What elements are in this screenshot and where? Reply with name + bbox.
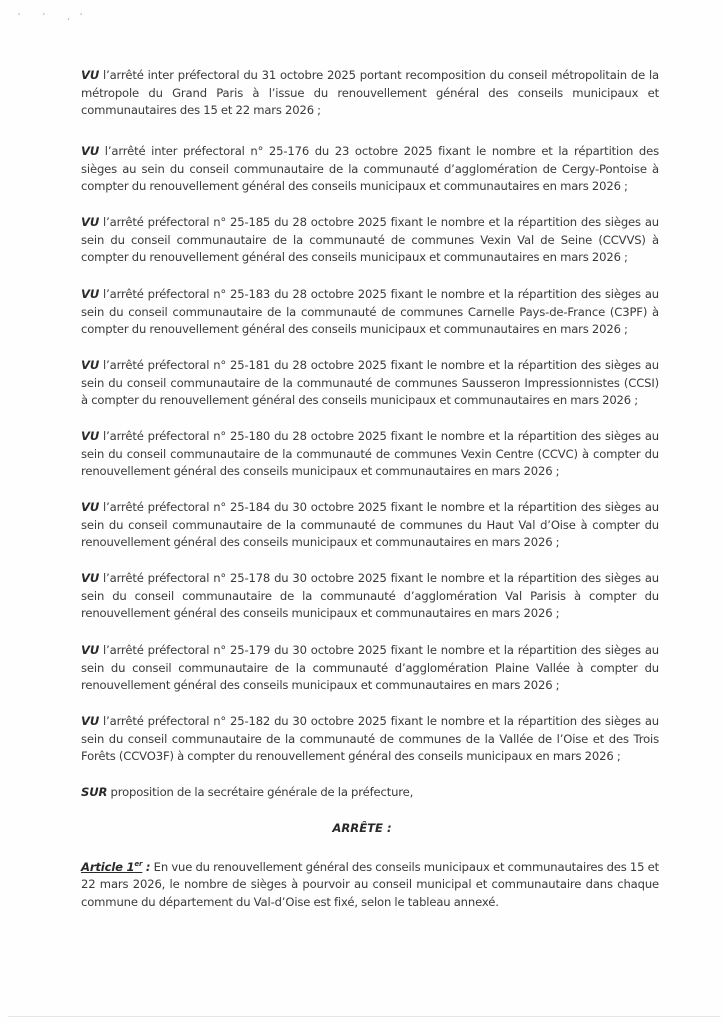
decree-heading: ARRÊTE : bbox=[332, 821, 392, 835]
visa-paragraph bbox=[81, 143, 659, 196]
visa-keyword: VU bbox=[81, 215, 100, 229]
visa-paragraph bbox=[81, 214, 659, 267]
visa-text: l’arrêté préfectoral n° 25-180 du 28 octobre 2025 fixant le nombre et la répartition des sièges au sein du conseil communautaire de la communauté de communes Vexin Centre (CCVC) à compter du renouvellement général des conseils municipaux et communautaires en mars 2026 ; bbox=[81, 429, 659, 479]
visa-keyword: VU bbox=[81, 358, 100, 372]
proposal-keyword: SUR bbox=[81, 785, 108, 799]
article-1-label bbox=[81, 860, 142, 874]
visa-paragraph bbox=[81, 286, 659, 339]
visa-text: l’arrêté préfectoral n° 25-179 du 30 octobre 2025 fixant le nombre et la répartition des sièges au sein du conseil communautaire de la communauté d’agglomération Plaine Vallée à compter du renouvellement général des conseils municipaux et communautaires en mars 2026 ; bbox=[81, 643, 659, 693]
page-bottom-edge bbox=[8, 1016, 720, 1017]
visa-paragraph bbox=[81, 570, 659, 623]
scan-artifact: ' ' ,' bbox=[18, 12, 93, 21]
visa-keyword: VU bbox=[81, 287, 100, 301]
visa-keyword: VU bbox=[81, 68, 100, 82]
proposal-paragraph bbox=[81, 784, 659, 802]
visa-keyword: VU bbox=[81, 429, 100, 443]
visa-keyword: VU bbox=[81, 571, 100, 585]
visa-text: l’arrêté préfectoral n° 25-184 du 30 octobre 2025 fixant le nombre et la répartition des sièges au sein du conseil communautaire de la communauté de communes du Haut Val d’Oise à compter du renouvellement général des conseils municipaux et communautaires en mars 2026 ; bbox=[81, 500, 659, 550]
visa-text: l’arrêté préfectoral n° 25-181 du 28 octobre 2025 fixant le nombre et la répartition des sièges au sein du conseil communautaire de la communauté de communes Sausseron Impressionnistes (CCSI) à compter du renouvellement général des conseils municipaux et communautaires en mars 2026 ; bbox=[81, 358, 659, 408]
visa-keyword: VU bbox=[81, 500, 100, 514]
article-label-text: Article 1 bbox=[81, 859, 135, 874]
visa-text: l’arrêté préfectoral n° 25-185 du 28 octobre 2025 fixant le nombre et la répartition des sièges au sein du conseil communautaire de la communauté de communes Vexin Val de Seine (CCVVS) à compter du renouvellement général des conseils municipaux et communautaires en mars 2026 ; bbox=[81, 215, 659, 265]
visa-paragraph bbox=[81, 642, 659, 695]
visa-paragraph bbox=[81, 713, 659, 766]
article-colon: : bbox=[142, 859, 151, 874]
article-1-paragraph bbox=[81, 856, 659, 912]
article-label-sup: er bbox=[134, 860, 143, 868]
visa-paragraph bbox=[81, 499, 659, 552]
visa-text: l’arrêté inter préfectoral n° 25-176 du 23 octobre 2025 fixant le nombre et la répartition des sièges au sein du conseil communautaire de la communauté d’agglomération de Cergy-Pontoise à compter du renouvellement général des conseils municipaux et communautaires en mars 2026 ; bbox=[81, 144, 659, 194]
visa-text: l’arrêté préfectoral n° 25-183 du 28 octobre 2025 fixant le nombre et la répartition des sièges au sein du conseil communautaire de la communauté de communes Carnelle Pays-de-France (C3PF) à compter du renouvellement général des conseils municipaux et communautaires en mars 2026 ; bbox=[81, 287, 659, 337]
article-1-text: En vue du renouvellement général des conseils municipaux et communautaires des 15 et 22 mars 2026, le nombre de sièges à pourvoir au conseil municipal et communautaire dans chaque commune du département du Val-d’Oise est fixé, selon le tableau annexé. bbox=[81, 859, 660, 910]
visa-paragraph bbox=[81, 357, 659, 410]
visa-paragraph bbox=[81, 67, 659, 120]
visa-keyword: VU bbox=[81, 714, 100, 728]
visa-keyword: VU bbox=[81, 144, 100, 158]
visa-text: l’arrêté préfectoral n° 25-182 du 30 octobre 2025 fixant le nombre et la répartition des sièges au sein du conseil communautaire de la communauté de communes de la Vallée de l’Oise et des Trois Forêts (CCVO3F) à compter du renouvellement général des conseils municipaux en mars 2026 ; bbox=[81, 714, 659, 764]
visa-paragraph bbox=[81, 428, 659, 481]
visa-text: l’arrêté inter préfectoral du 31 octobre 2025 portant recomposition du conseil métropolitain de la métropole du Grand Paris à l’issue du renouvellement général des conseils municipaux et communautaires des 15 et 22 mars 2026 ; bbox=[81, 68, 659, 118]
visa-text: l’arrêté préfectoral n° 25-178 du 30 octobre 2025 fixant le nombre et la répartition des sièges au sein du conseil communautaire de la communauté d’agglomération Val Parisis à compter du renouvellement général des conseils municipaux et communautaires en mars 2026 ; bbox=[81, 571, 659, 621]
visa-keyword: VU bbox=[81, 643, 100, 657]
proposal-text: proposition de la secrétaire générale de la préfecture, bbox=[110, 785, 414, 799]
